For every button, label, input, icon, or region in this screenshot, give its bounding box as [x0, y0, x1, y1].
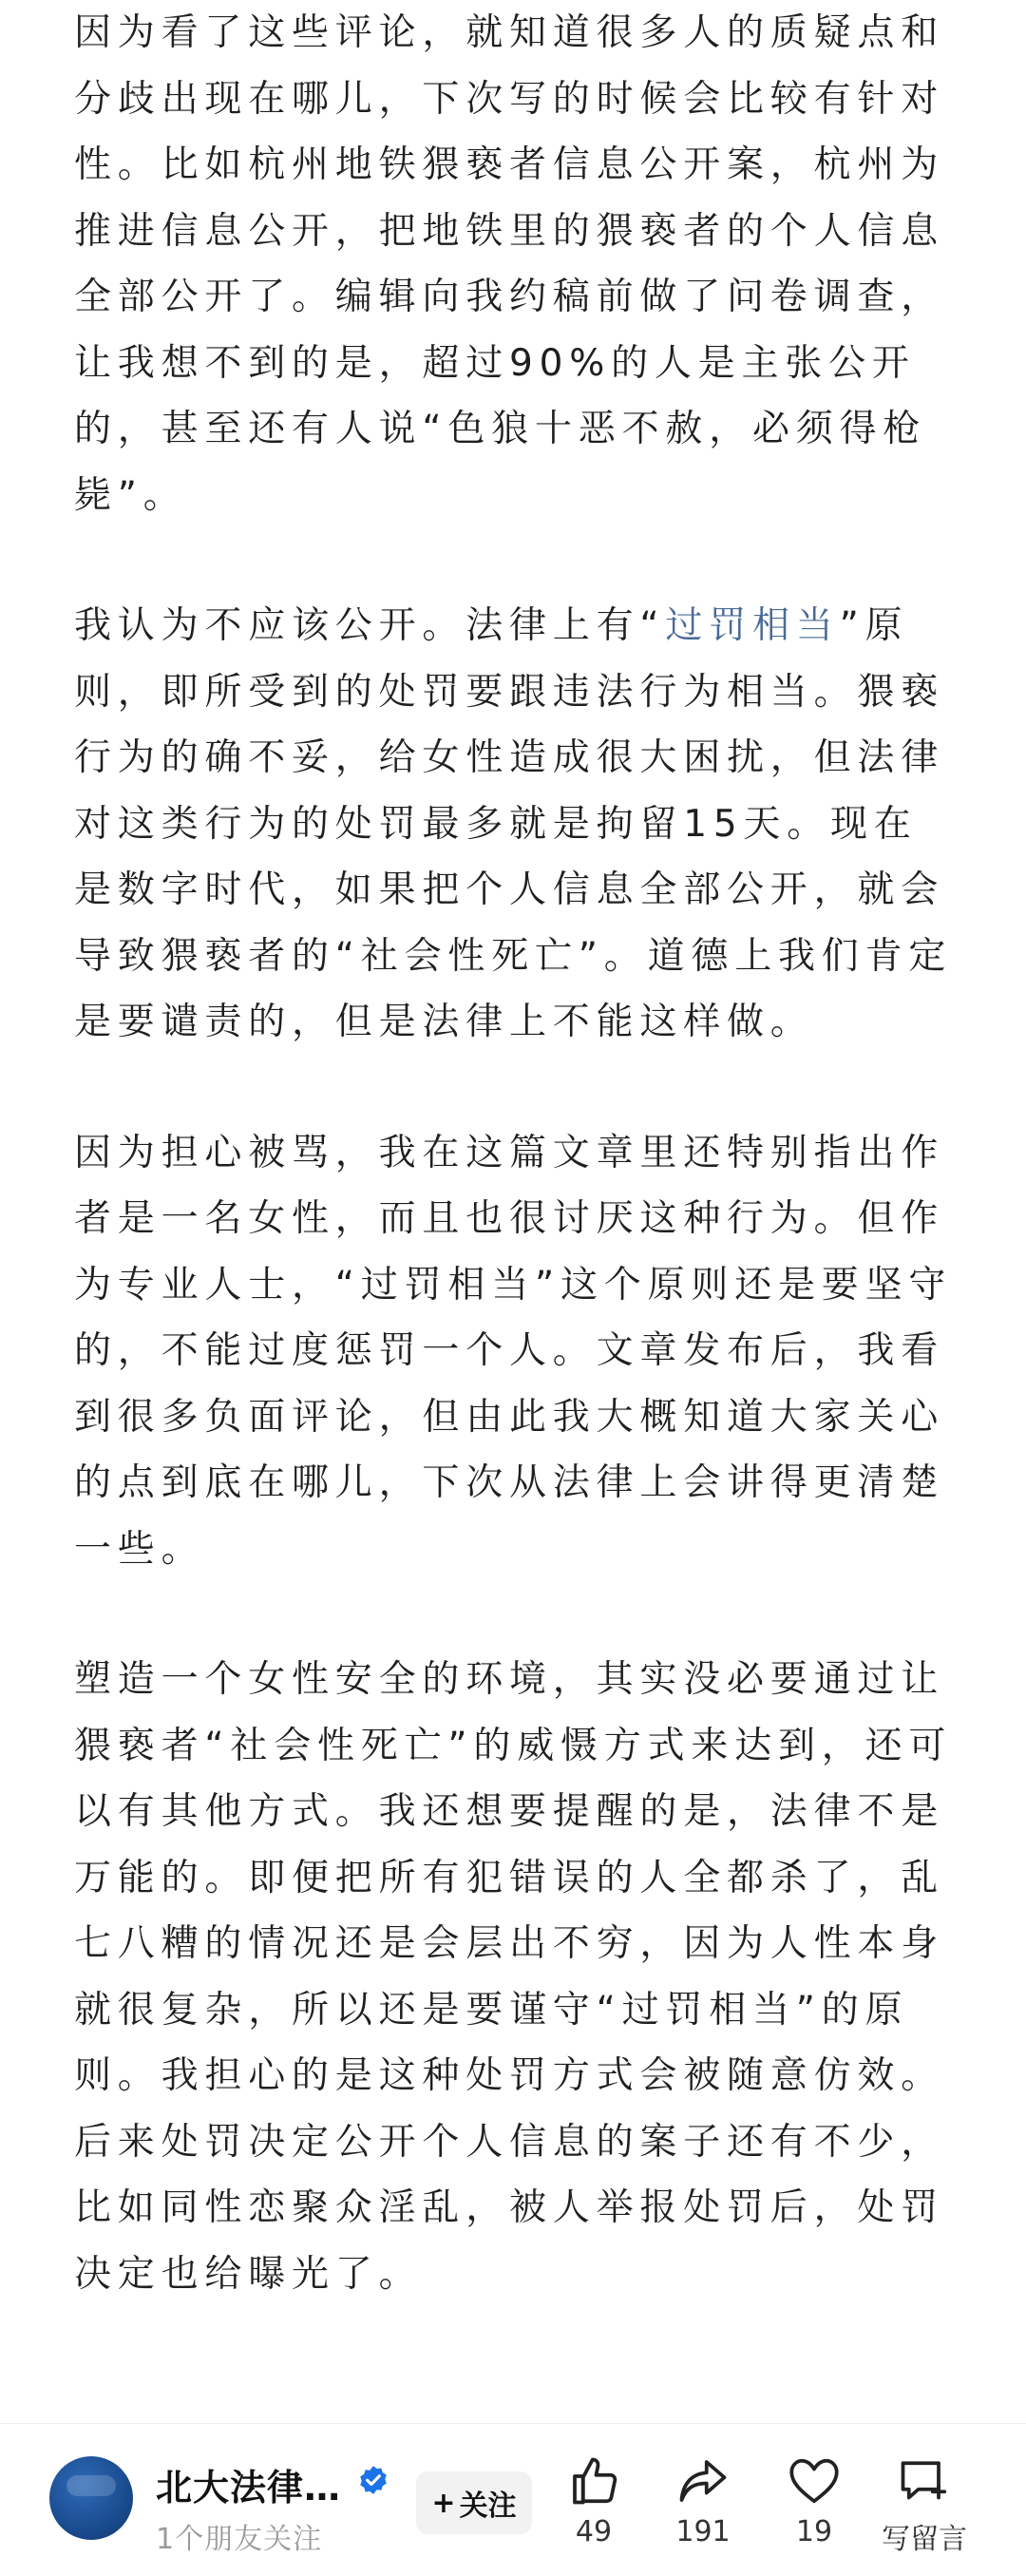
share-button[interactable]	[651, 2452, 755, 2566]
article-paragraph	[74, 1120, 958, 1583]
share-count: 191	[675, 2515, 731, 2548]
comment-button[interactable]	[872, 2452, 977, 2566]
article-paragraph	[74, 1647, 958, 2307]
plus-icon: +	[431, 2486, 456, 2520]
paragraph-text: 塑造一个女性安全的环境，其实没必要通过让猥亵者“社会性死亡”的威慑方式来达到，还可以有其他方式。我还想要提醒的是，法律不是万能的。即便把所有犯错误的人全都杀了，乱七八糟的情况还是会层出不穷，因为人性本身就很复杂，所以还是要谨守“过罚相当”的原则。我担心的是这种处罚方式会被随意仿效。后来处罚决定公开个人信息的案子还有不少，比如同性恋聚众淫乱，被人举报处罚后，处罚决定也给曝光了。	[74, 1658, 953, 2296]
favorite-button[interactable]	[762, 2452, 866, 2566]
avatar-logo-mark	[66, 2475, 116, 2496]
thumbs-up-icon	[565, 2452, 622, 2509]
follow-button[interactable]	[416, 2471, 532, 2534]
author-name[interactable]: 北大法律…	[156, 2467, 342, 2509]
article-body	[74, 0, 958, 2307]
paragraph-text: 因为看了这些评论，就知道很多人的质疑点和分歧出现在哪儿，下次写的时候会比较有针对性。比如杭州地铁猥亵者信息公开案，杭州为推进信息公开，把地铁里的猥亵者的个人信息全部公开了。编辑向我约稿前做了问卷调查，让我想不到的是，超过90%的人是主张公开的，甚至还有人说“色狼十恶不赦，必须得枪毙”。	[74, 11, 945, 517]
follow-label: 关注	[459, 2490, 517, 2523]
like-button[interactable]	[542, 2452, 646, 2566]
favorite-count: 19	[795, 2515, 833, 2548]
bottom-action-bar	[0, 2423, 1026, 2576]
comment-label: 写留言	[882, 2523, 967, 2556]
avatar[interactable]	[49, 2456, 133, 2540]
comment-icon	[896, 2452, 953, 2509]
like-count: 49	[575, 2515, 613, 2548]
paragraph-text: 因为担心被骂，我在这篇文章里还特别指出作者是一名女性，而且也很讨厌这种行为。但作为专业人士，“过罚相当”这个原则还是要坚守的，不能过度惩罚一个人。文章发布后，我看到很多负面评论，但由此我大概知道大家关心的点到底在哪儿，下次从法律上会讲得更清楚一些。	[74, 1131, 953, 1571]
article-paragraph	[74, 0, 958, 528]
article-paragraph	[74, 593, 958, 1056]
topic-link[interactable]: 过罚相当	[665, 604, 840, 647]
share-icon	[674, 2452, 732, 2509]
verified-badge-icon	[357, 2464, 390, 2496]
author-subtitle: 1个朋友关注	[156, 2523, 323, 2556]
paragraph-text: 我认为不应该公开。法律上有“	[74, 604, 666, 647]
paragraph-text: ”原则，即所受到的处罚要跟违法行为相当。猥亵行为的确不妥，给女性造成很大困扰，但法律对这类行为的处罚最多就是拘留15天。现在是数字时代，如果把个人信息全部公开，就会导致猥亵者的“社会性死亡”。道德上我们肯定是要谴责的，但是法律上不能这样做。	[74, 604, 953, 1043]
heart-icon	[786, 2452, 843, 2509]
